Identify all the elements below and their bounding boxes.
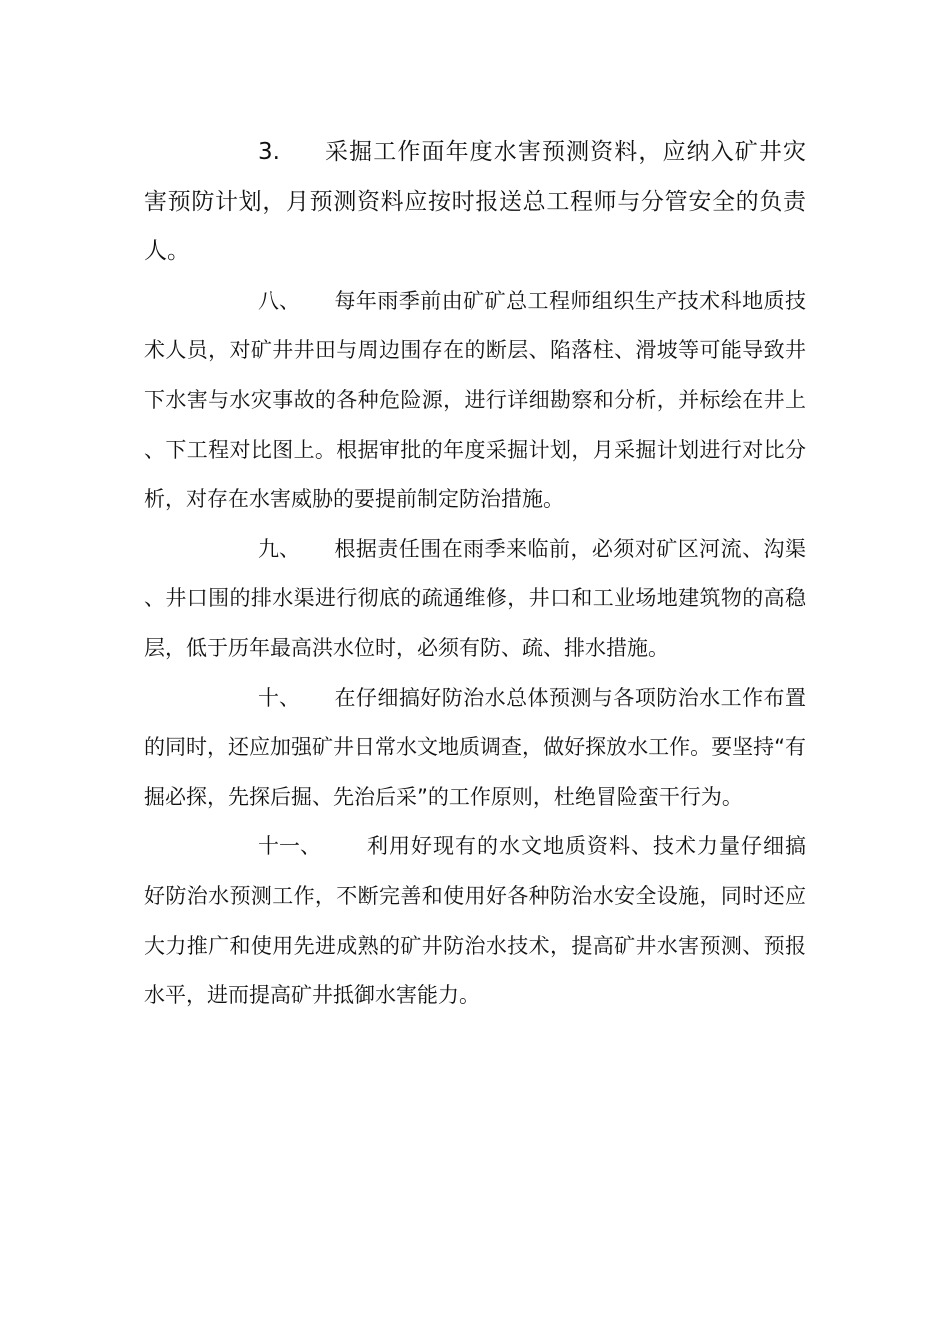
paragraph-text: 根据责任围在雨季来临前，必须对矿区河流、沟渠、井口围的排水渠进行彻底的疏通维修，井口和工业场地建筑物的高稳层，低于历年最高洪水位时，必须有防、疏、排水措施。 xyxy=(144,536,806,660)
document-body xyxy=(144,128,806,1021)
paragraph-text: 每年雨季前由矿矿总工程师组织生产技术科地质技术人员，对矿井井田与周边围存在的断层、陷落柱、滑坡等可能导致井下水害与水灾事故的各种危险源，进行详细勘察和分析，并标绘在井上、下工程对比图上。根据审批的年度采掘计划，月采掘计划进行对比分析，对存在水害威胁的要提前制定防治措施。 xyxy=(144,288,806,512)
paragraph-11 xyxy=(144,822,806,1020)
paragraph-text: 在仔细搞好防治水总体预测与各项防治水工作布置的同时，还应加强矿井日常水文地质调查，做好探放水工作。要坚持“有掘必探，先探后掘、先治后采”的工作原则，杜绝冒险蛮干行为。 xyxy=(144,685,806,809)
paragraph-number: 九、 xyxy=(258,536,300,561)
paragraph-10 xyxy=(144,674,806,823)
paragraph-text: 利用好现有的水文地质资料、技术力量仔细搞好防治水预测工作，不断完善和使用好各种防治水安全设施，同时还应大力推广和使用先进成熟的矿井防治水技术，提高矿井水害预测、预报水平，进而提高矿井抵御水害能力。 xyxy=(144,834,806,1008)
paragraph-3 xyxy=(144,128,806,277)
paragraph-number: 八、 xyxy=(258,288,300,313)
paragraph-number: 十一、 xyxy=(258,834,321,859)
paragraph-9 xyxy=(144,525,806,674)
paragraph-8 xyxy=(144,277,806,525)
paragraph-number: 3. xyxy=(258,139,280,165)
paragraph-number: 十、 xyxy=(258,685,300,710)
paragraph-text: 采掘工作面年度水害预测资料，应纳入矿井灾害预防计划，月预测资料应按时报送总工程师与分管安全的负责人。 xyxy=(144,139,806,265)
